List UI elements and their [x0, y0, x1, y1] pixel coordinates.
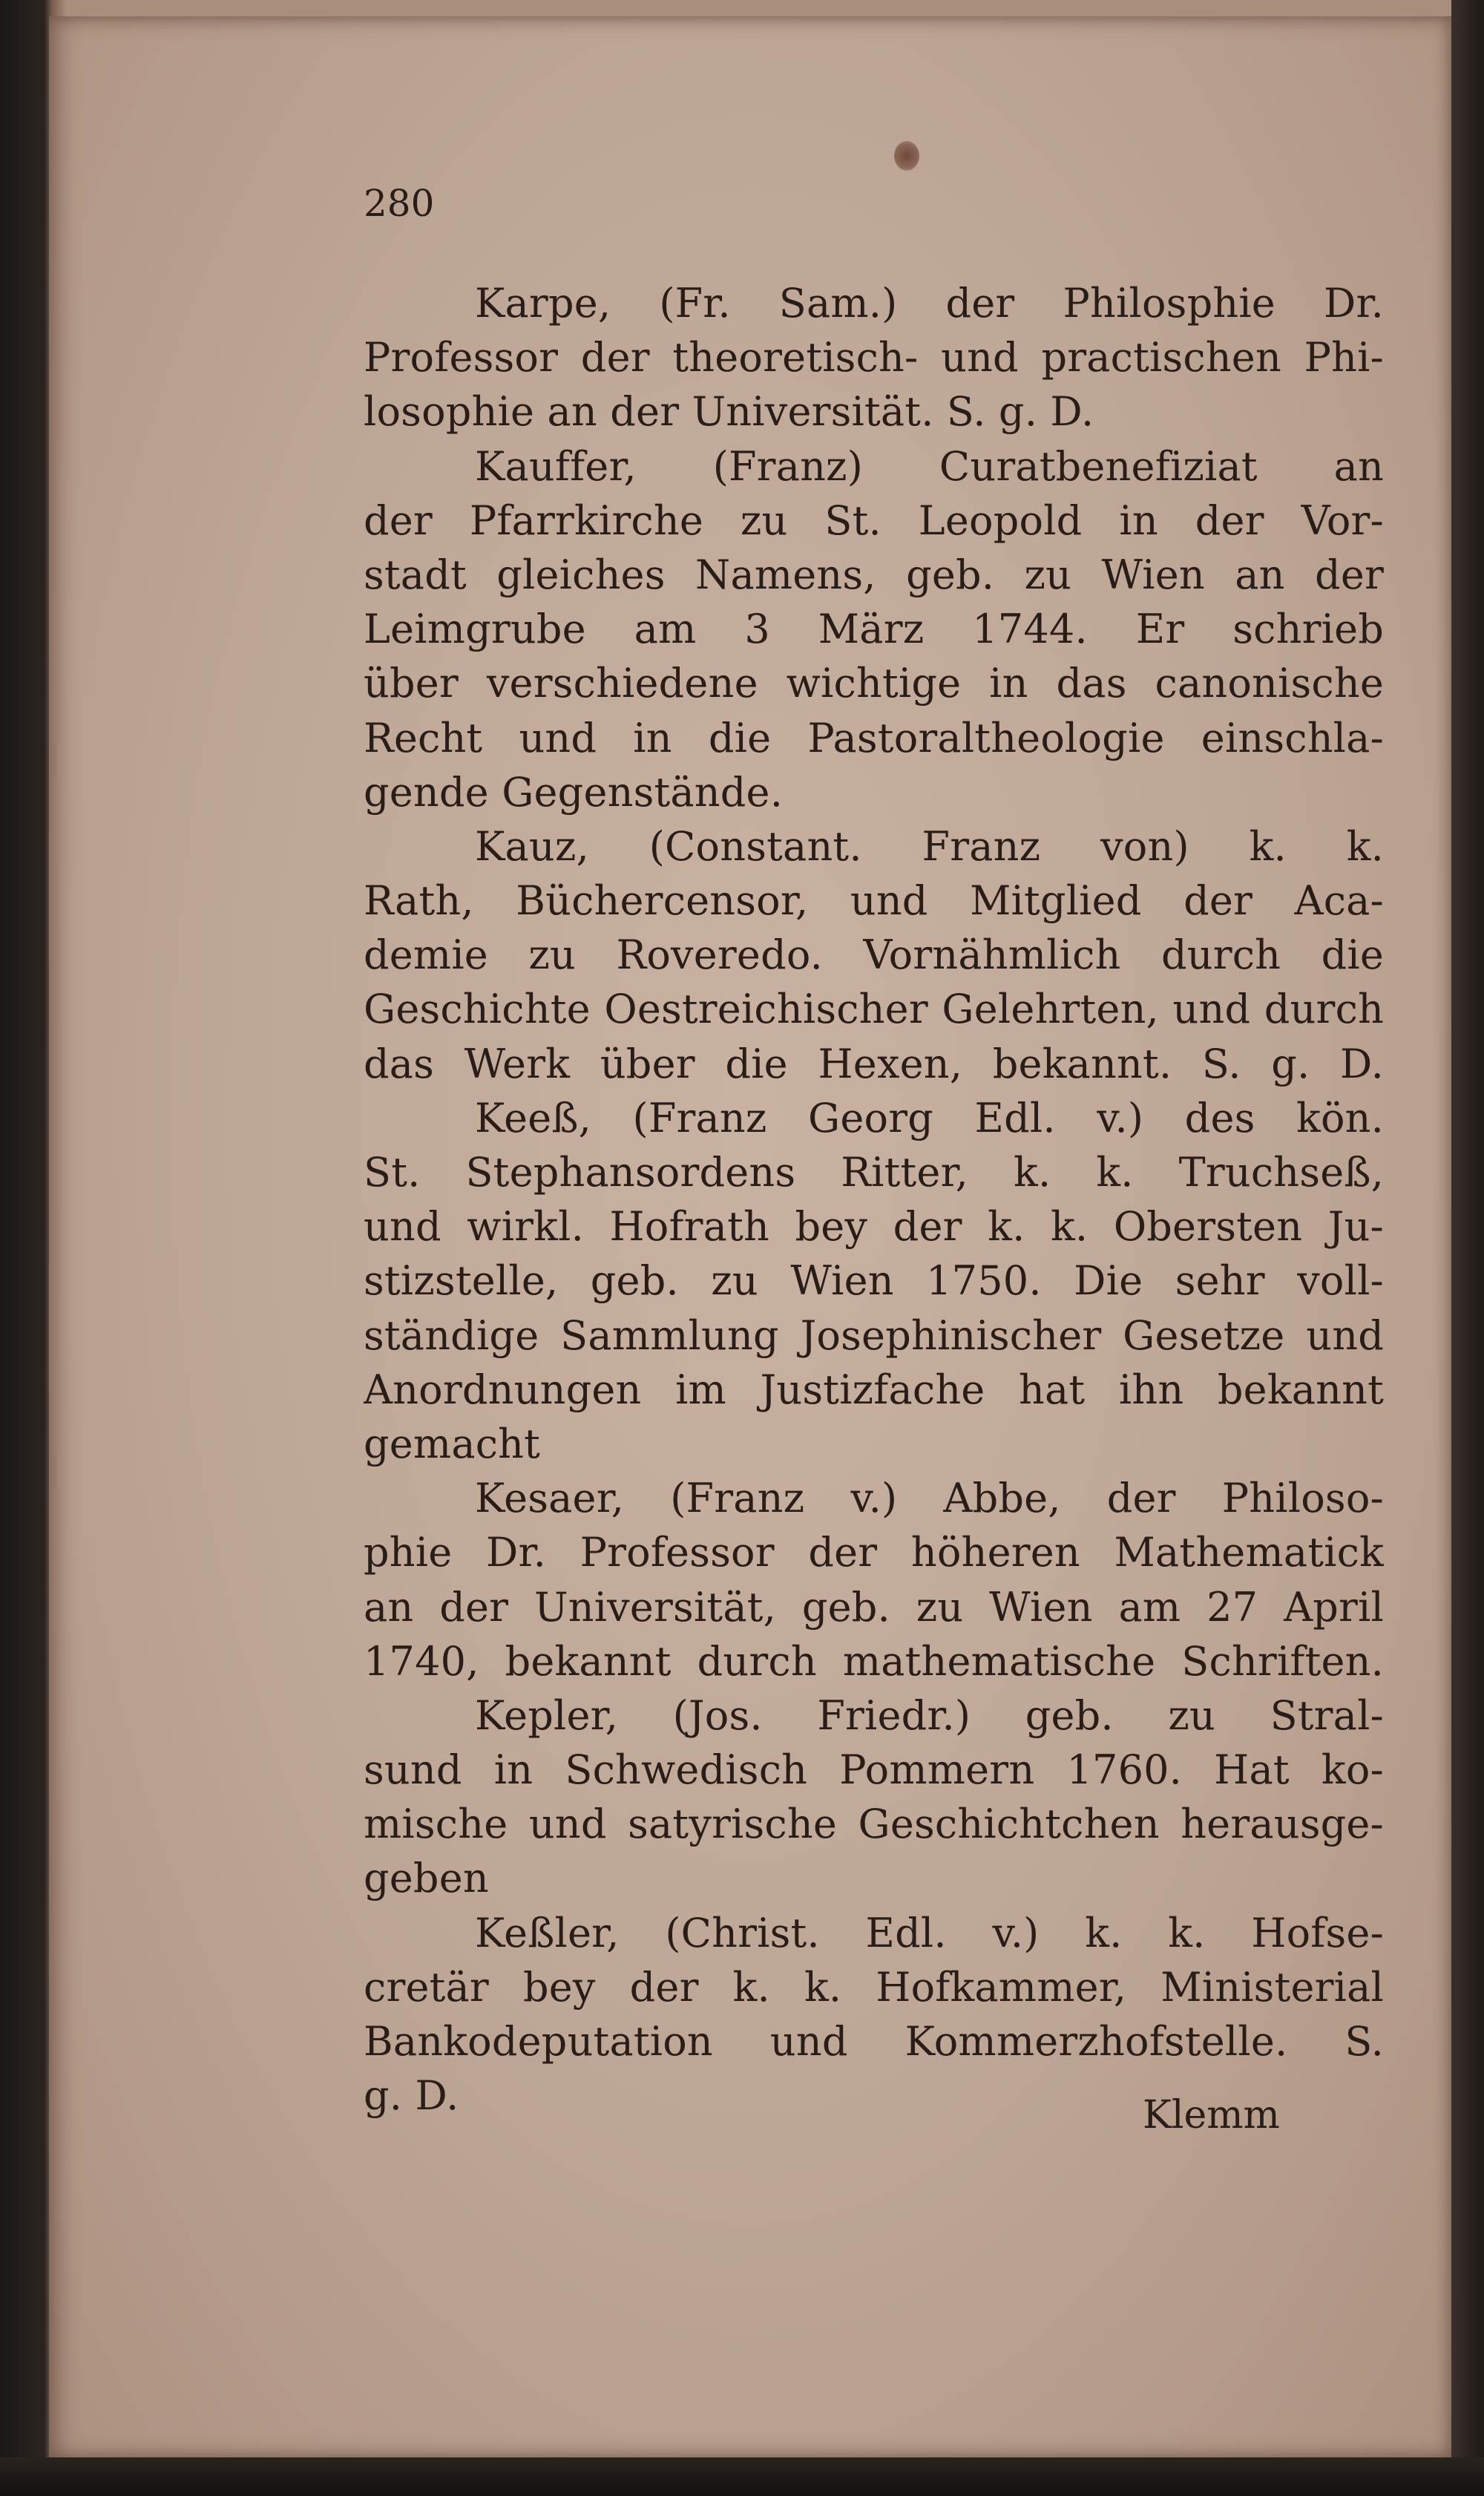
bottom-page-edge: [0, 2457, 1484, 2496]
text-line: geben: [364, 1855, 489, 1902]
text-line: phie Dr. Professor der höheren Mathematick: [364, 1529, 1384, 1576]
text-line: gende Gegenstände.: [364, 768, 784, 816]
text-line: losophie an der Universität. S. g. D.: [364, 388, 1094, 436]
text-line: Kauffer, (Franz) Curatbenefiziat an: [475, 442, 1384, 490]
text-line: Rath, Büchercensor, und Mitglied der Aca-: [364, 877, 1384, 925]
text-line: Recht und in die Pastoraltheologie einschla-: [364, 714, 1384, 761]
entries-text-block: [364, 276, 1384, 2123]
text-line: cretär bey der k. k. Hofkammer, Ministerial: [364, 1963, 1384, 2011]
text-line: Karpe, (Fr. Sam.) der Philosphie Dr.: [475, 280, 1384, 327]
text-line: St. Stephansordens Ritter, k. k. Truchseß,: [364, 1149, 1384, 1196]
text-line: Bankodeputation und Kommerzhofstelle. S.: [364, 2018, 1384, 2065]
page-number: 280: [364, 182, 435, 225]
text-line: über verschiedene wichtige in das canonische: [364, 660, 1384, 707]
text-line: Kepler, (Jos. Friedr.) geb. zu Stral-: [475, 1691, 1384, 1739]
text-line: ständige Sammlung Josephinischer Gesetze und: [364, 1311, 1384, 1359]
text-line: g. D.: [364, 2072, 459, 2120]
text-line: gemacht: [364, 1420, 541, 1467]
text-line: Leimgrube am 3 März 1744. Er schrieb: [364, 606, 1384, 653]
catchword: Klemm: [1143, 2093, 1280, 2138]
text-line: und wirkl. Hofrath bey der k. k. Obersten Ju-: [364, 1203, 1384, 1251]
text-line: sund in Schwedisch Pommern 1760. Hat ko-: [364, 1746, 1384, 1794]
text-line: Kesaer, (Franz v.) Abbe, der Philoso-: [475, 1475, 1384, 1522]
text-line: an der Universität, geb. zu Wien am 27 April: [364, 1583, 1384, 1631]
text-line: Professor der theoretisch- und practischen Phi-: [364, 334, 1384, 381]
text-line: das Werk über die Hexen, bekannt. S. g. D.: [364, 1040, 1384, 1087]
text-line: 1740, bekannt durch mathematische Schriften.: [364, 1637, 1384, 1685]
text-line: mische und satyrische Geschichtchen herausge-: [364, 1801, 1384, 1848]
text-line: Keßler, (Christ. Edl. v.) k. k. Hofse-: [475, 1909, 1384, 1956]
paper-stain: [894, 141, 919, 171]
text-line: Anordnungen im Justizfache hat ihn bekannt: [364, 1366, 1384, 1413]
text-line: Geschichte Oestreichischer Gelehrten, und durch: [364, 986, 1384, 1033]
text-line: der Pfarrkirche zu St. Leopold in der Vor-: [364, 497, 1384, 544]
text-line: Keeß, (Franz Georg Edl. v.) des kön.: [475, 1094, 1384, 1141]
text-line: Kauz, (Constant. Franz von) k. k.: [475, 822, 1384, 870]
text-line: stizstelle, geb. zu Wien 1750. Die sehr voll-: [364, 1257, 1384, 1305]
text-line: stadt gleiches Namens, geb. zu Wien an der: [364, 551, 1384, 598]
text-line: demie zu Roveredo. Vornähmlich durch die: [364, 931, 1384, 979]
right-page-edge: [1451, 0, 1484, 2496]
